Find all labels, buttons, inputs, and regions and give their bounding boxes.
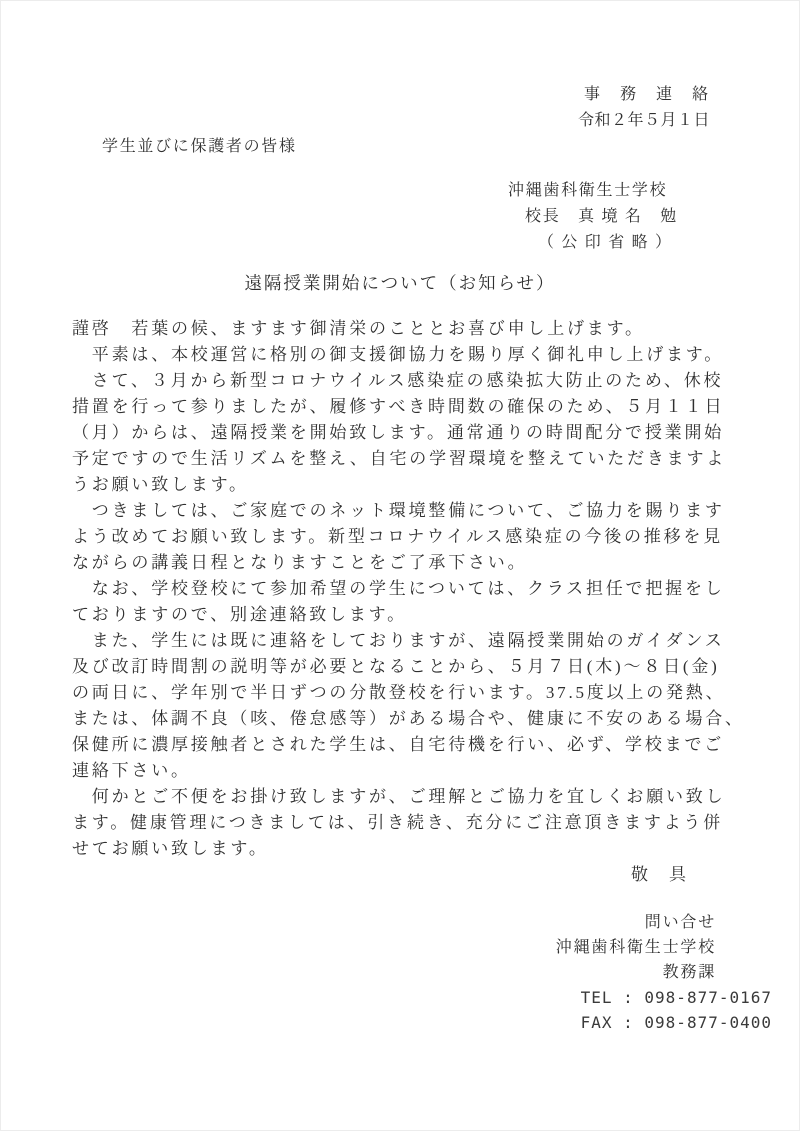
closing-salutation: 敬 具	[631, 865, 688, 884]
body-line: せてお願い致します。	[72, 839, 269, 858]
doc-type-label: 事 務 連 絡	[583, 86, 710, 103]
body-line: さて、３月から新型コロナウイルス感染症の感染拡大防止のため、休校	[72, 371, 724, 390]
body-line: 予定ですので生活リズムを整え、自宅の学習環境を整えていただきますよ	[72, 449, 727, 468]
body-line: ておりますので、別途連絡致します。	[72, 605, 407, 624]
contact-department: 教務課	[662, 964, 716, 981]
sender-block	[508, 178, 800, 256]
contact-footer	[0, 910, 800, 1035]
contact-organization: 沖縄歯科衛生士学校	[555, 939, 716, 956]
body-line: 及び改訂時間割の説明等が必要となることから、５月７日(木)～８日(金)	[72, 657, 720, 676]
body-line: ます。健康管理につきましては、引き続き、充分にご注意頂きますよう併	[72, 813, 724, 832]
body-line: または、体調不良（咳、倦怠感等）がある場合や、健康に不安のある場合、	[72, 709, 745, 728]
body-line: つきましては、ご家庭でのネット環境整備について、ご協力を賜ります	[72, 501, 725, 520]
sender-organization: 沖縄歯科衛生士学校	[508, 182, 668, 199]
body-line: うお願い致します。	[72, 475, 249, 494]
contact-label: 問い合せ	[644, 914, 716, 931]
body-line: よう改めてお願い致します。新型コロナウイルス感染症の今後の推移を見	[72, 527, 724, 546]
letter-body	[72, 316, 745, 862]
seal-omitted-note: （ 公 印 省 略 ）	[538, 234, 673, 251]
body-line: の両日に、学年別で半日ずつの分散登校を行います。37.5度以上の発熱、	[72, 683, 726, 702]
body-line: 措置を行って参りましたが、履修すべき時間数の確保のため、５月１１日	[72, 397, 725, 416]
body-line: 平素は、本校運営に格別の御支援御協力を賜り厚く御礼申し上げます。	[72, 345, 725, 364]
body-line: 連絡下さい。	[72, 761, 191, 780]
body-line: なお、学校登校にて参加希望の学生については、クラス担任で把握をし	[72, 579, 725, 598]
body-line: また、学生には既に連絡をしておりますが、遠隔授業開始のガイダンス	[72, 631, 725, 650]
letter-title: 遠隔授業開始について（お知らせ）	[244, 273, 556, 293]
contact-tel: TEL : 098-877-0167	[580, 988, 772, 1007]
body-line: 謹啓 若葉の候、ますます御清栄のこととお喜び申し上げます。	[72, 319, 645, 338]
body-line: 保健所に濃厚接触者とされた学生は、自宅待機を行い、必ず、学校までご	[72, 735, 725, 754]
contact-fax: FAX : 098-877-0400	[580, 1013, 772, 1032]
body-line: ながらの講義日程となりますことをご了承下さい。	[72, 553, 528, 572]
recipient-line: 学生並びに保護者の皆様	[102, 138, 297, 155]
letter-date: 令和２年５月１日	[577, 112, 710, 129]
body-line: （月）からは、遠隔授業を開始致します。通常通りの時間配分で授業開始	[72, 423, 725, 442]
body-line: 何かとご不便をお掛け致しますが、ご理解とご協力を宜しくお願い致し	[72, 787, 726, 806]
sender-principal: 校長 真 境 名 勉	[525, 208, 679, 225]
